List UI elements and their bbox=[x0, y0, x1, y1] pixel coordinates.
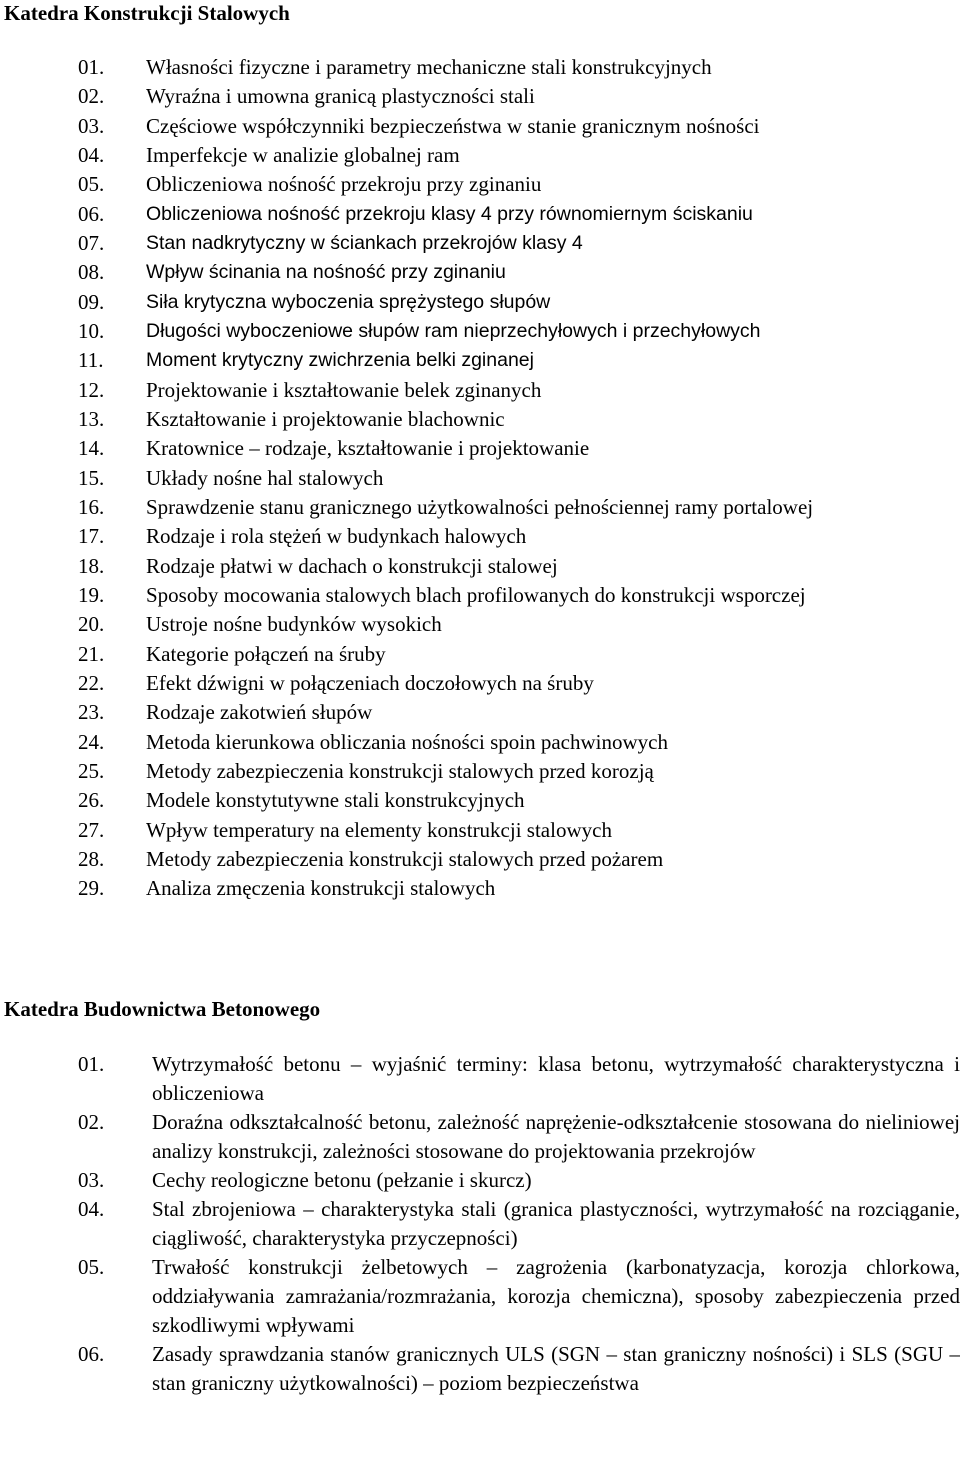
item-text: Trwałość konstrukcji żelbetowych – zagrożenia (karbonatyzacja, korozja chlorkowa, oddziaływania zamrażania/rozmrażania, korozja chemiczna), sposoby zabezpieczenia przed szkodliwymi wpływami bbox=[152, 1255, 960, 1337]
list-item bbox=[0, 434, 960, 463]
item-number: 17. bbox=[78, 524, 105, 549]
item-text: Kratownice – rodzaje, kształtowanie i projektowanie bbox=[146, 436, 590, 461]
item-number: 19. bbox=[78, 582, 105, 607]
item-number: 25. bbox=[78, 758, 105, 783]
item-text: Analiza zmęczenia konstrukcji stalowych bbox=[146, 876, 496, 901]
steel-topics-list bbox=[0, 53, 960, 904]
item-text: Doraźna odkształcalność betonu, zależność naprężenie-odkształcenie stosowana do nieliniowej analizy konstrukcji, zależności stosowane do projektowania przekrojów bbox=[152, 1110, 960, 1163]
item-text: Wpływ ścinania na nośność przy zginaniu bbox=[146, 261, 506, 284]
item-text: Siła krytyczna wyboczenia sprężystego słupów bbox=[146, 290, 551, 313]
item-number: 09. bbox=[78, 289, 105, 314]
list-item bbox=[0, 258, 960, 287]
list-item bbox=[0, 82, 960, 111]
list-item bbox=[0, 112, 960, 141]
item-text: Sposoby mocowania stalowych blach profilowanych do konstrukcji wsporczej bbox=[146, 582, 806, 607]
item-number: 07. bbox=[78, 230, 105, 255]
item-text: Metody zabezpieczenia konstrukcji stalowych przed pożarem bbox=[146, 846, 664, 871]
item-number: 02. bbox=[78, 1110, 105, 1134]
list-item bbox=[0, 728, 960, 757]
item-text: Rodzaje płatwi w dachach o konstrukcji stalowej bbox=[146, 553, 558, 578]
item-text: Rodzaje zakotwień słupów bbox=[146, 700, 373, 725]
item-number: 26. bbox=[78, 788, 105, 813]
list-item bbox=[0, 1253, 960, 1340]
item-number: 29. bbox=[78, 876, 105, 901]
item-text: Efekt dźwigni w połączeniach doczołowych na śruby bbox=[146, 670, 594, 695]
item-text: Rodzaje i rola stężeń w budynkach halowych bbox=[146, 524, 527, 549]
item-text: Metody zabezpieczenia konstrukcji stalowych przed korozją bbox=[146, 758, 654, 783]
item-text: Obliczeniowa nośność przekroju klasy 4 przy równomiernym ściskaniu bbox=[146, 202, 753, 225]
item-text: Projektowanie i kształtowanie belek zginanych bbox=[146, 377, 542, 402]
item-number: 21. bbox=[78, 641, 105, 666]
item-text: Stan nadkrytyczny w ściankach przekrojów klasy 4 bbox=[146, 231, 583, 254]
item-text: Wyraźna i umowna granicą plastyczności stali bbox=[146, 84, 535, 109]
list-item bbox=[0, 522, 960, 551]
item-number: 04. bbox=[78, 1197, 105, 1221]
item-text: Moment krytyczny zwichrzenia belki zginanej bbox=[146, 349, 534, 372]
list-item bbox=[0, 405, 960, 434]
list-item bbox=[0, 552, 960, 581]
item-text: Zasady sprawdzania stanów granicznych ULS (SGN – stan graniczny nośności) i SLS (SGU – stan graniczny użytkowalności) – poziom bezpieczeństwa bbox=[152, 1342, 960, 1395]
item-text: Ustroje nośne budynków wysokich bbox=[146, 612, 442, 637]
item-number: 20. bbox=[78, 612, 105, 637]
list-item bbox=[0, 1340, 960, 1398]
item-number: 06. bbox=[78, 201, 105, 226]
list-item bbox=[0, 1166, 960, 1195]
item-number: 22. bbox=[78, 670, 105, 695]
list-item bbox=[0, 874, 960, 903]
item-number: 15. bbox=[78, 465, 105, 490]
item-text: Metoda kierunkowa obliczania nośności spoin pachwinowych bbox=[146, 729, 668, 754]
list-item bbox=[0, 640, 960, 669]
item-number: 08. bbox=[78, 260, 105, 285]
item-text: Wpływ temperatury na elementy konstrukcji stalowych bbox=[146, 817, 612, 842]
section-title-concrete: Katedra Budownictwa Betonowego bbox=[4, 997, 321, 1021]
list-item bbox=[0, 610, 960, 639]
item-text: Częściowe współczynniki bezpieczeństwa w stanie granicznym nośności bbox=[146, 113, 760, 138]
list-item bbox=[0, 200, 960, 229]
item-number: 10. bbox=[78, 318, 105, 343]
item-number: 16. bbox=[78, 494, 105, 519]
item-number: 06. bbox=[78, 1342, 105, 1366]
item-number: 13. bbox=[78, 406, 105, 431]
item-number: 27. bbox=[78, 817, 105, 842]
list-item bbox=[0, 288, 960, 317]
list-item bbox=[0, 229, 960, 258]
item-text: Imperfekcje w analizie globalnej ram bbox=[146, 142, 460, 167]
item-text: Własności fizyczne i parametry mechaniczne stali konstrukcyjnych bbox=[146, 55, 712, 79]
list-item bbox=[0, 669, 960, 698]
item-number: 18. bbox=[78, 553, 105, 578]
item-text: Długości wyboczeniowe słupów ram nieprzechyłowych i przechyłowych bbox=[146, 319, 761, 342]
item-text: Kategorie połączeń na śruby bbox=[146, 641, 386, 666]
item-number: 24. bbox=[78, 729, 105, 754]
item-text: Wytrzymałość betonu – wyjaśnić terminy: klasa betonu, wytrzymałość charakterystyczna i obliczeniowa bbox=[152, 1052, 960, 1105]
list-item bbox=[0, 1195, 960, 1253]
list-item bbox=[0, 493, 960, 522]
list-item bbox=[0, 698, 960, 727]
item-number: 28. bbox=[78, 846, 105, 871]
concrete-topics-list bbox=[0, 1050, 960, 1398]
item-number: 04. bbox=[78, 142, 105, 167]
item-number: 01. bbox=[78, 55, 105, 79]
item-number: 01. bbox=[78, 1052, 105, 1076]
item-text: Obliczeniowa nośność przekroju przy zginaniu bbox=[146, 172, 542, 197]
item-number: 12. bbox=[78, 377, 105, 402]
list-item bbox=[0, 786, 960, 815]
item-number: 02. bbox=[78, 84, 105, 109]
list-item bbox=[0, 317, 960, 346]
item-text: Stal zbrojeniowa – charakterystyka stali (granica plastyczności, wytrzymałość na rozciąganie, ciągliwość, charakterystyka przyczepności) bbox=[152, 1197, 960, 1250]
item-number: 03. bbox=[78, 113, 105, 138]
list-item bbox=[0, 464, 960, 493]
list-item bbox=[0, 141, 960, 170]
item-text: Cechy reologiczne betonu (pełzanie i skurcz) bbox=[152, 1168, 532, 1192]
item-number: 05. bbox=[78, 172, 105, 197]
list-item bbox=[0, 845, 960, 874]
list-item bbox=[0, 1108, 960, 1166]
list-item bbox=[0, 1050, 960, 1108]
item-text: Układy nośne hal stalowych bbox=[146, 465, 384, 490]
list-item bbox=[0, 53, 960, 82]
item-text: Kształtowanie i projektowanie blachownic bbox=[146, 406, 505, 431]
item-text: Sprawdzenie stanu granicznego użytkowalności pełnościennej ramy portalowej bbox=[146, 494, 814, 519]
list-item bbox=[0, 376, 960, 405]
item-number: 14. bbox=[78, 436, 105, 461]
item-number: 03. bbox=[78, 1168, 105, 1192]
item-number: 05. bbox=[78, 1255, 105, 1279]
list-item bbox=[0, 581, 960, 610]
item-number: 23. bbox=[78, 700, 105, 725]
list-item bbox=[0, 816, 960, 845]
item-number: 11. bbox=[78, 348, 104, 373]
list-item bbox=[0, 757, 960, 786]
list-item bbox=[0, 346, 960, 375]
list-item bbox=[0, 170, 960, 199]
section-title-steel: Katedra Konstrukcji Stalowych bbox=[4, 1, 290, 25]
item-text: Modele konstytutywne stali konstrukcyjnych bbox=[146, 788, 525, 813]
